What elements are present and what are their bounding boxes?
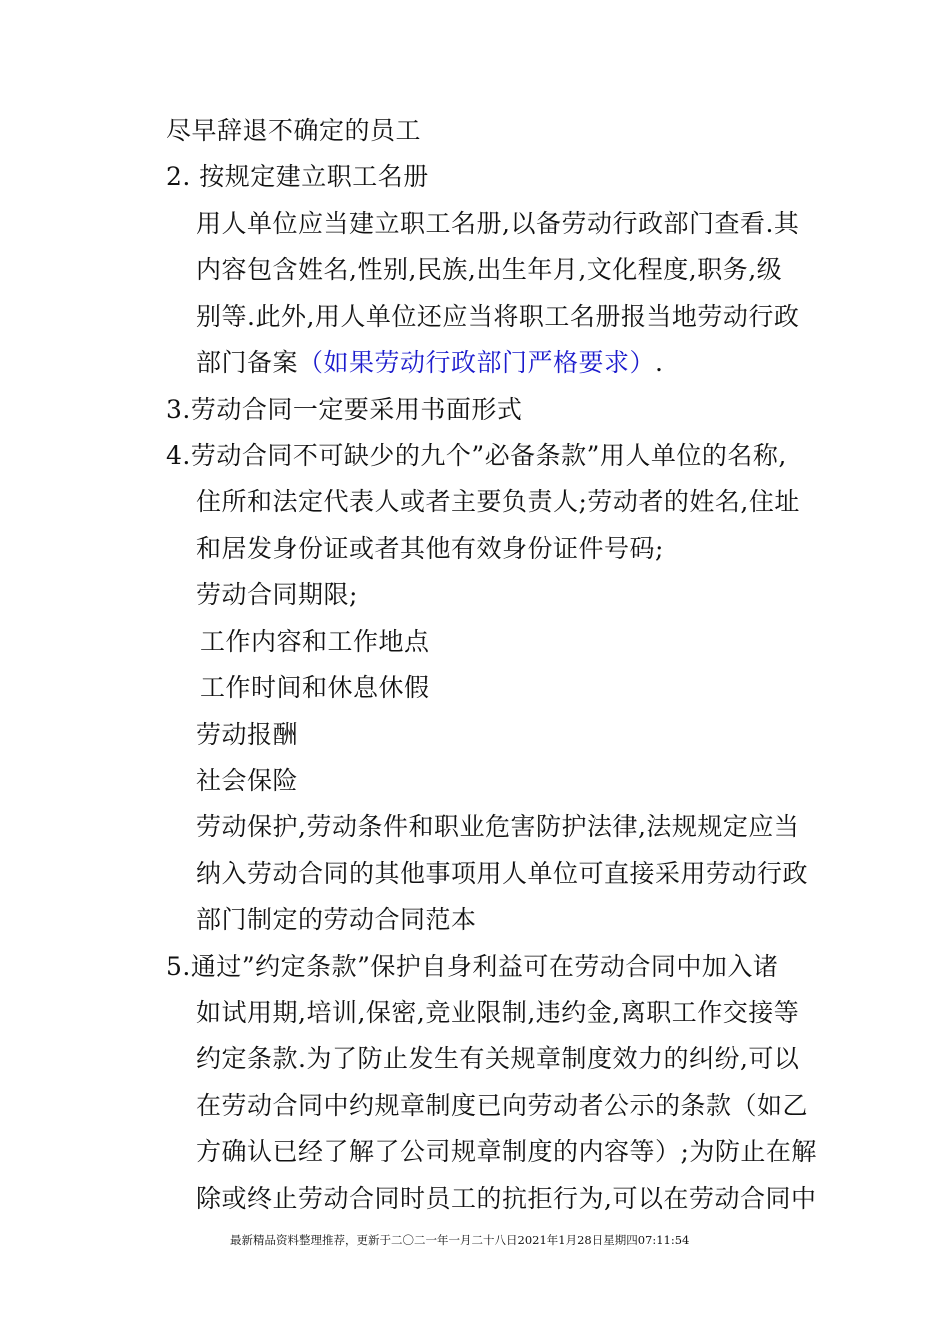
numbered-heading-3: 3.劳动合同一定要采用书面形式 bbox=[166, 395, 523, 424]
highlighted-note: （如果劳动行政部门严格要求） bbox=[298, 348, 656, 377]
text-line: 工作内容和工作地点 bbox=[200, 627, 430, 656]
text-line: 劳动报酬 bbox=[196, 720, 299, 749]
text-segment: . bbox=[655, 348, 664, 377]
text-line: 和居发身份证或者其他有效身份证件号码; bbox=[196, 534, 664, 563]
text-line: 社会保险 bbox=[196, 766, 299, 795]
text-line: 工作时间和休息休假 bbox=[200, 673, 430, 702]
text-line: 纳入劳动合同的其他事项用人单位可直接采用劳动行政 bbox=[196, 859, 809, 888]
text-line: 在劳动合同中约规章制度已向劳动者公示的条款（如乙 bbox=[196, 1091, 809, 1120]
numbered-heading-5: 5.通过”约定条款”保护自身利益可在劳动合同中加入诸 bbox=[166, 952, 779, 981]
text-line: 尽早辞退不确定的员工 bbox=[166, 116, 422, 145]
text-line: 除或终止劳动合同时员工的抗拒行为,可以在劳动合同中 bbox=[196, 1184, 817, 1213]
page-footer: 最新精品资料整理推荐，更新于二〇二一年一月二十八日2021年1月28日星期四07:11:54 bbox=[230, 1233, 690, 1247]
text-line: 内容包含姓名,性别,民族,出生年月,文化程度,职务,级 bbox=[196, 255, 783, 284]
text-line: 别等.此外,用人单位还应当将职工名册报当地劳动行政 bbox=[196, 302, 800, 331]
numbered-heading-2: 2. 按规定建立职工名册 bbox=[166, 162, 429, 191]
text-line-with-note bbox=[196, 348, 663, 378]
text-line: 劳动保护,劳动条件和职业危害防护法律,法规规定应当 bbox=[196, 812, 800, 841]
text-line: 劳动合同期限; bbox=[196, 580, 358, 609]
text-line: 如试用期,培训,保密,竞业限制,违约金,离职工作交接等 bbox=[196, 998, 800, 1027]
text-segment: 部门备案 bbox=[196, 348, 299, 377]
text-line: 部门制定的劳动合同范本 bbox=[196, 905, 477, 934]
text-line: 约定条款.为了防止发生有关规章制度效力的纠纷,可以 bbox=[196, 1044, 800, 1073]
text-line: 方确认已经了解了公司规章制度的内容等）;为防止在解 bbox=[196, 1137, 817, 1166]
text-line: 住所和法定代表人或者主要负责人;劳动者的姓名,住址 bbox=[196, 487, 800, 516]
numbered-heading-4: 4.劳动合同不可缺少的九个”必备条款”用人单位的名称, bbox=[166, 441, 787, 470]
text-line: 用人单位应当建立职工名册,以备劳动行政部门查看.其 bbox=[196, 209, 800, 238]
